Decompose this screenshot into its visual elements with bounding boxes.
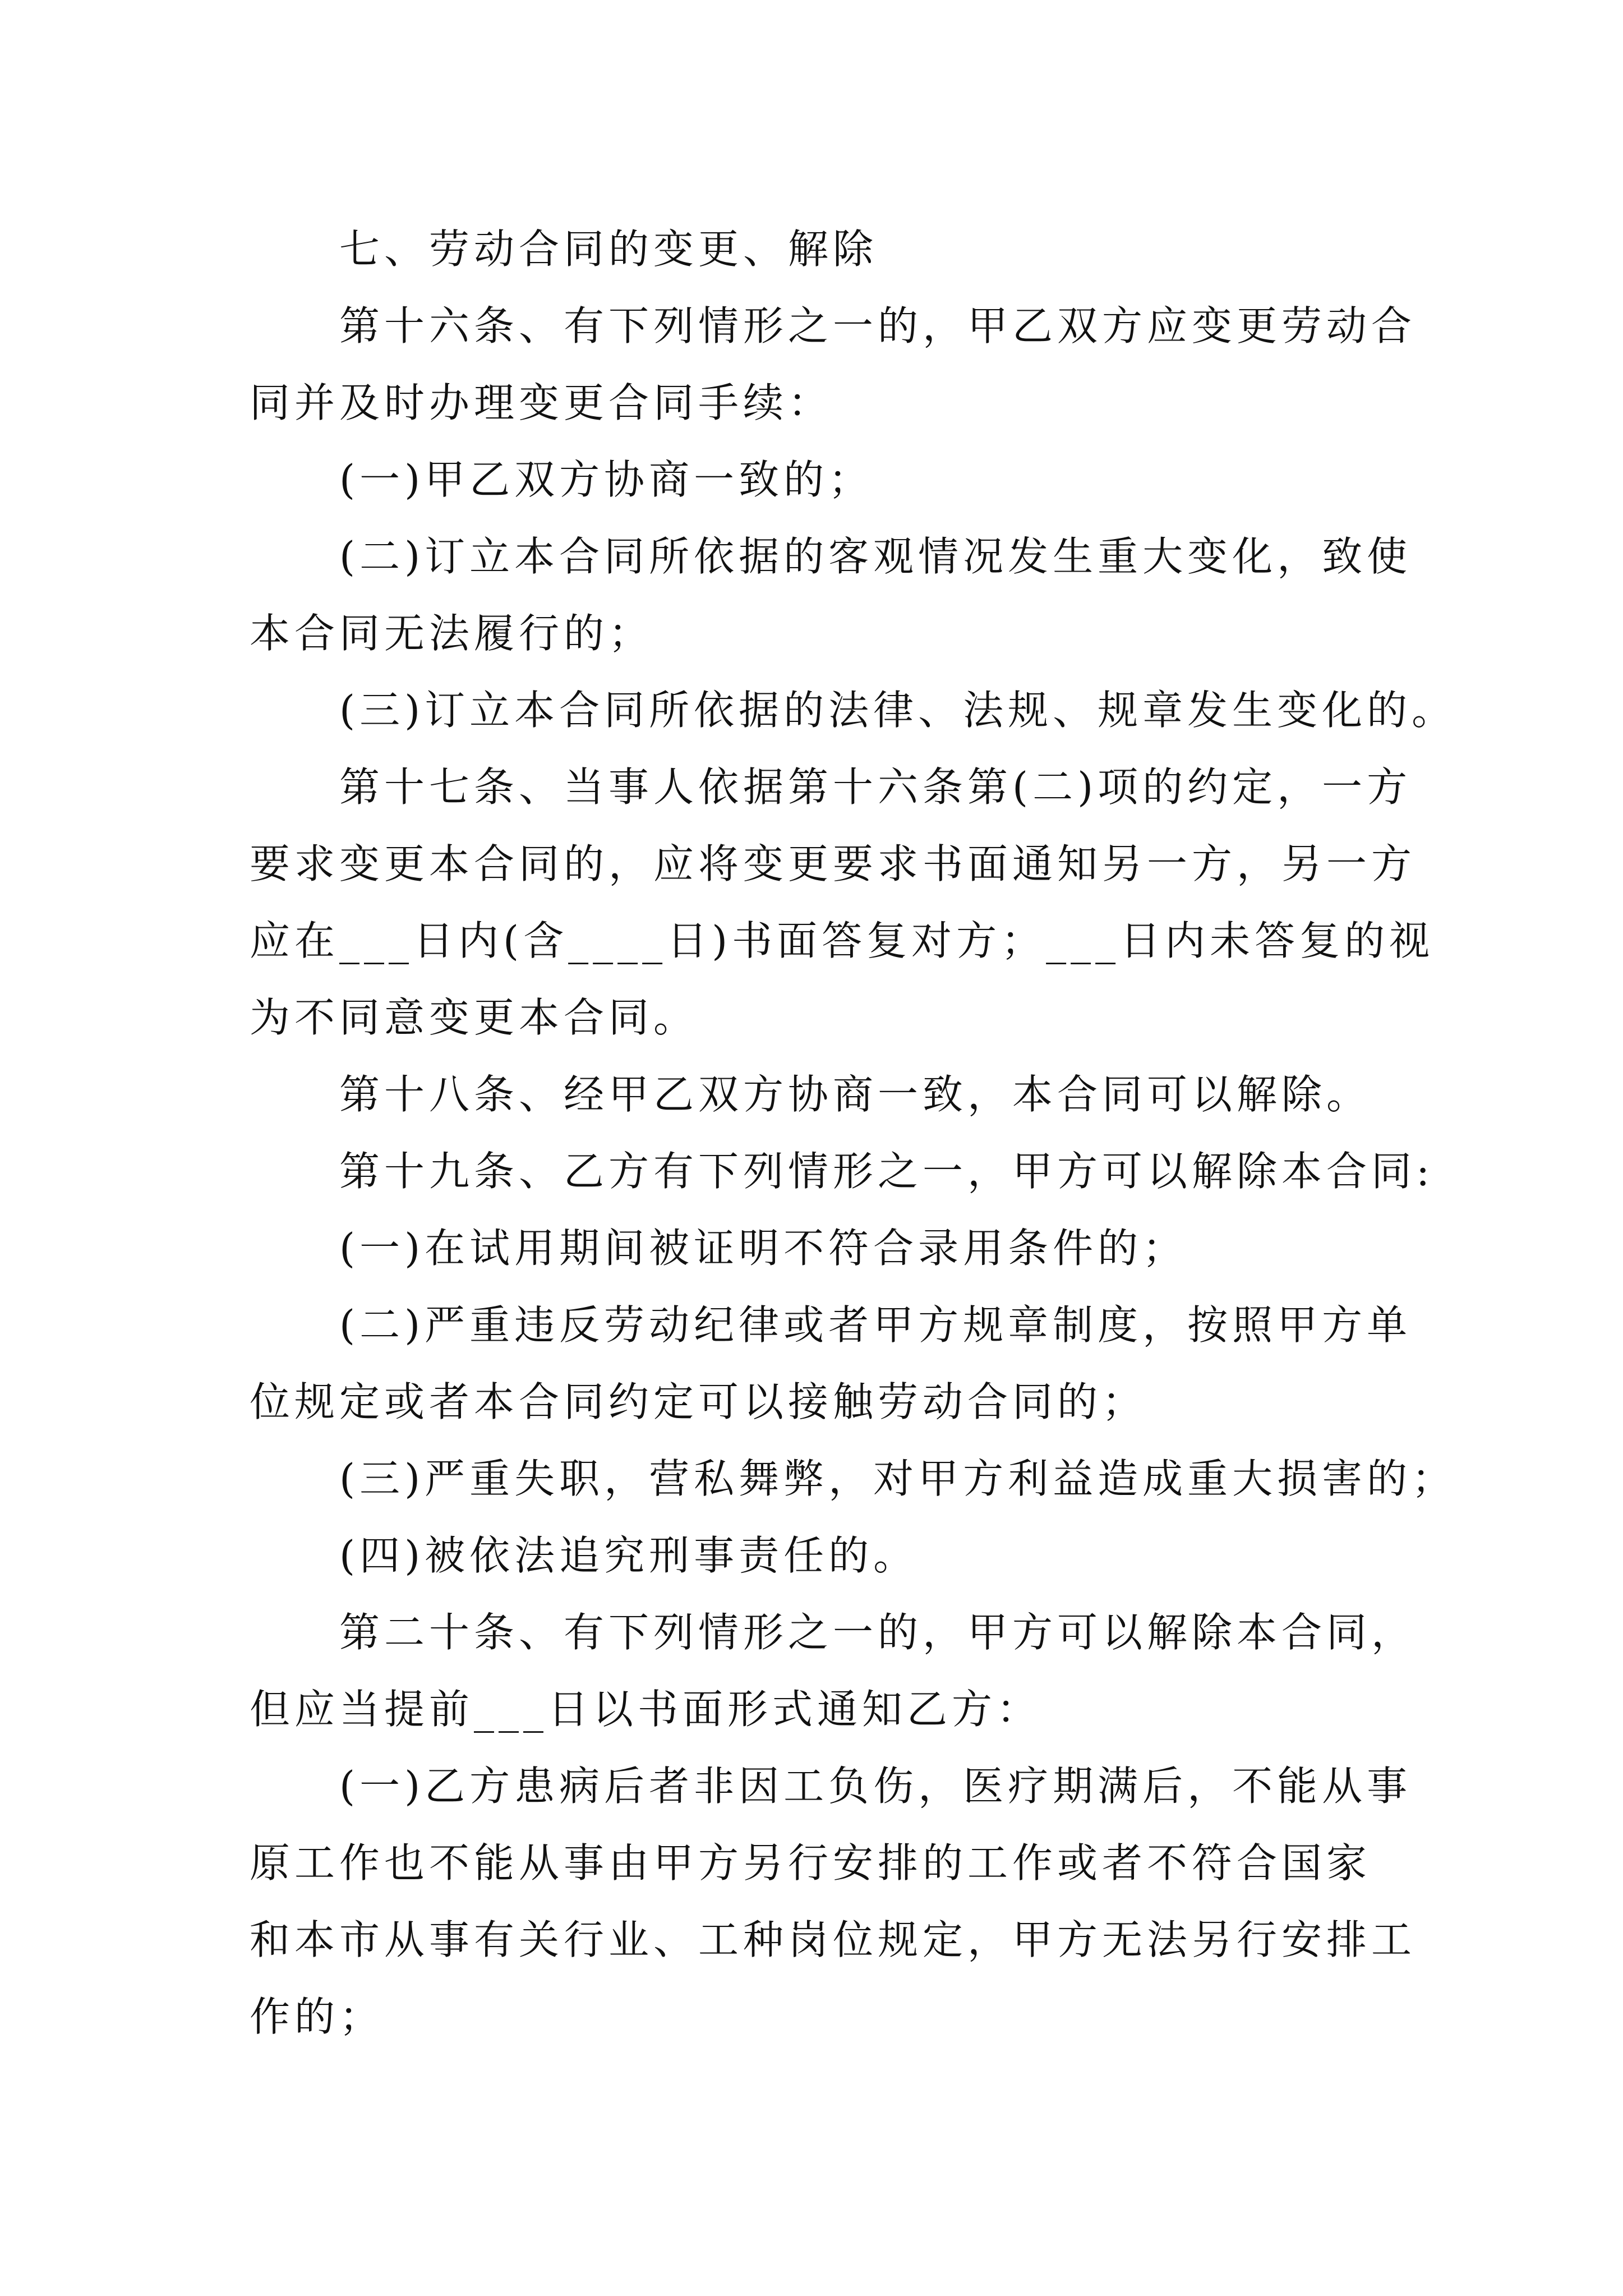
paragraph-line: (一)甲乙双方协商一致的； bbox=[339, 456, 874, 503]
paragraph-line: (一)乙方患病后者非因工负伤，医疗期满后，不能从事 bbox=[339, 1763, 1412, 1810]
paragraph-line: (二)严重违反劳动纪律或者甲方规章制度，按照甲方单 bbox=[339, 1301, 1412, 1349]
paragraph-line: 应在___日内(含____日)书面答复对方；___日内未答复的视 bbox=[250, 917, 1435, 964]
paragraph-line: (三)订立本合同所依据的法律、法规、规章发生变化的。 bbox=[339, 687, 1457, 734]
paragraph-line: 第十八条、经甲乙双方协商一致，本合同可以解除。 bbox=[339, 1071, 1372, 1118]
document-body bbox=[250, 211, 1457, 2055]
paragraph-line: 第二十条、有下列情形之一的，甲方可以解除本合同， bbox=[339, 1609, 1417, 1656]
paragraph-line: 但应当提前___日以书面形式通知乙方： bbox=[250, 1686, 1042, 1733]
paragraph-line: 本合同无法履行的； bbox=[250, 610, 654, 657]
paragraph-line: 同并及时办理变更合同手续： bbox=[250, 379, 833, 426]
paragraph-line: 位规定或者本合同约定可以接触劳动合同的； bbox=[250, 1378, 1147, 1425]
paragraph-line: 原工作也不能从事由甲方另行安排的工作或者不符合国家 bbox=[250, 1839, 1372, 1887]
paragraph-line: (四)被依法追究刑事责任的。 bbox=[339, 1532, 919, 1579]
paragraph-line: 第十七条、当事人依据第十六条第(二)项的约定，一方 bbox=[339, 763, 1412, 811]
paragraph-line: (二)订立本合同所依据的客观情况发生重大变化，致使 bbox=[339, 533, 1412, 580]
paragraph-line: (一)在试用期间被证明不符合录用条件的； bbox=[339, 1225, 1188, 1272]
paragraph-line: (三)严重失职，营私舞弊，对甲方利益造成重大损害的； bbox=[339, 1455, 1457, 1502]
paragraph-line: 作的； bbox=[250, 1993, 385, 2040]
paragraph-line: 第十六条、有下列情形之一的，甲乙双方应变更劳动合 bbox=[339, 302, 1417, 349]
paragraph-line: 要求变更本合同的，应将变更要求书面通知另一方，另一方 bbox=[250, 840, 1417, 887]
paragraph-line: 第十九条、乙方有下列情形之一，甲方可以解除本合同: bbox=[339, 1148, 1435, 1195]
section-heading: 七、劳动合同的变更、解除 bbox=[339, 226, 878, 273]
paragraph-line: 为不同意变更本合同。 bbox=[250, 994, 699, 1041]
paragraph-line: 和本市从事有关行业、工种岗位规定，甲方无法另行安排工 bbox=[250, 1916, 1417, 1963]
